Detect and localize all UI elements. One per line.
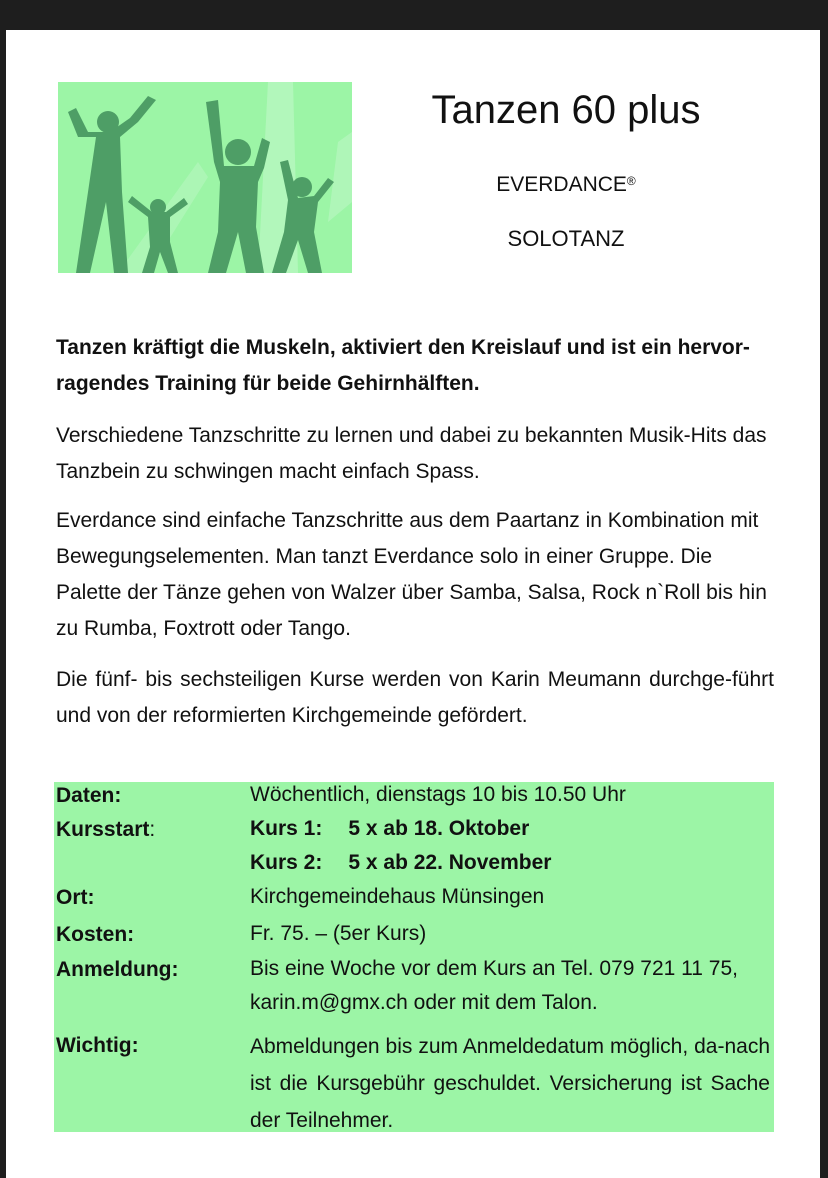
daten-label: Daten:: [56, 784, 122, 807]
subtitle: SOLOTANZ: [507, 226, 625, 251]
registered-mark: ®: [626, 174, 636, 188]
paragraph-2: Everdance sind einfache Tanzschritte aus dem Paartanz in Kombination mit Bewegungselementen. Man tanzt Everdance solo in einer Gruppe. Die Palette der Tänze gehen von Walzer über Samba, Salsa, Rock n`Roll bis hin zu Rumba, Foxtrott oder Tango.: [56, 509, 767, 640]
kurs1-label: Kurs 1:: [250, 817, 323, 840]
kurs2-line: [250, 846, 770, 880]
paragraph-3: Die fünf- bis sechsteiligen Kurse werden von Karin Meumann durchge-führt und von der reformierten Kirchgemeinde gefördert.: [56, 668, 774, 727]
kurs2-value: 5 x ab 22. November: [348, 851, 552, 874]
wichtig-label: Wichtig:: [56, 1034, 139, 1057]
brand-line: [386, 173, 746, 197]
viewer-top-bar: [0, 0, 828, 18]
kosten-label: Kosten:: [56, 923, 135, 946]
brand-name: EVERDANCE: [496, 173, 627, 196]
ort-value: Kirchgemeindehaus Münsingen: [250, 885, 545, 908]
document-page: [6, 30, 820, 1178]
dancing-people-icon: [58, 82, 352, 273]
kurs2-label: Kurs 2:: [250, 851, 323, 874]
lead-paragraph: Tanzen kräftigt die Muskeln, aktiviert den Kreislauf und ist ein hervor-ragendes Training für beide Gehirnhälften.: [56, 336, 750, 395]
kurs1-value: 5 x ab 18. Oktober: [348, 817, 530, 840]
daten-value: Wöchentlich, dienstags 10 bis 10.50 Uhr: [250, 783, 626, 806]
anmeldung-value: Bis eine Woche vor dem Kurs an Tel. 079 721 11 75, karin.m@gmx.ch oder mit dem Talon.: [250, 957, 738, 1014]
course-info-table: [54, 782, 774, 1132]
kursstart-label: Kursstart:: [56, 818, 156, 841]
wichtig-value: Abmeldungen bis zum Anmeldedatum möglich, da-nach ist die Kursgebühr geschuldet. Versicherung ist Sache der Teilnehmer.: [250, 1035, 770, 1132]
page-title: Tanzen 60 plus: [431, 88, 701, 132]
kosten-value: Fr. 75. – (5er Kurs): [250, 922, 427, 945]
paragraph-1: Verschiedene Tanzschritte zu lernen und dabei zu bekannten Musik-Hits das Tanzbein zu schwingen macht einfach Spass.: [56, 424, 767, 483]
anmeldung-label: Anmeldung:: [56, 958, 179, 981]
kurs1-line: [250, 812, 770, 846]
ort-label: Ort:: [56, 886, 95, 909]
